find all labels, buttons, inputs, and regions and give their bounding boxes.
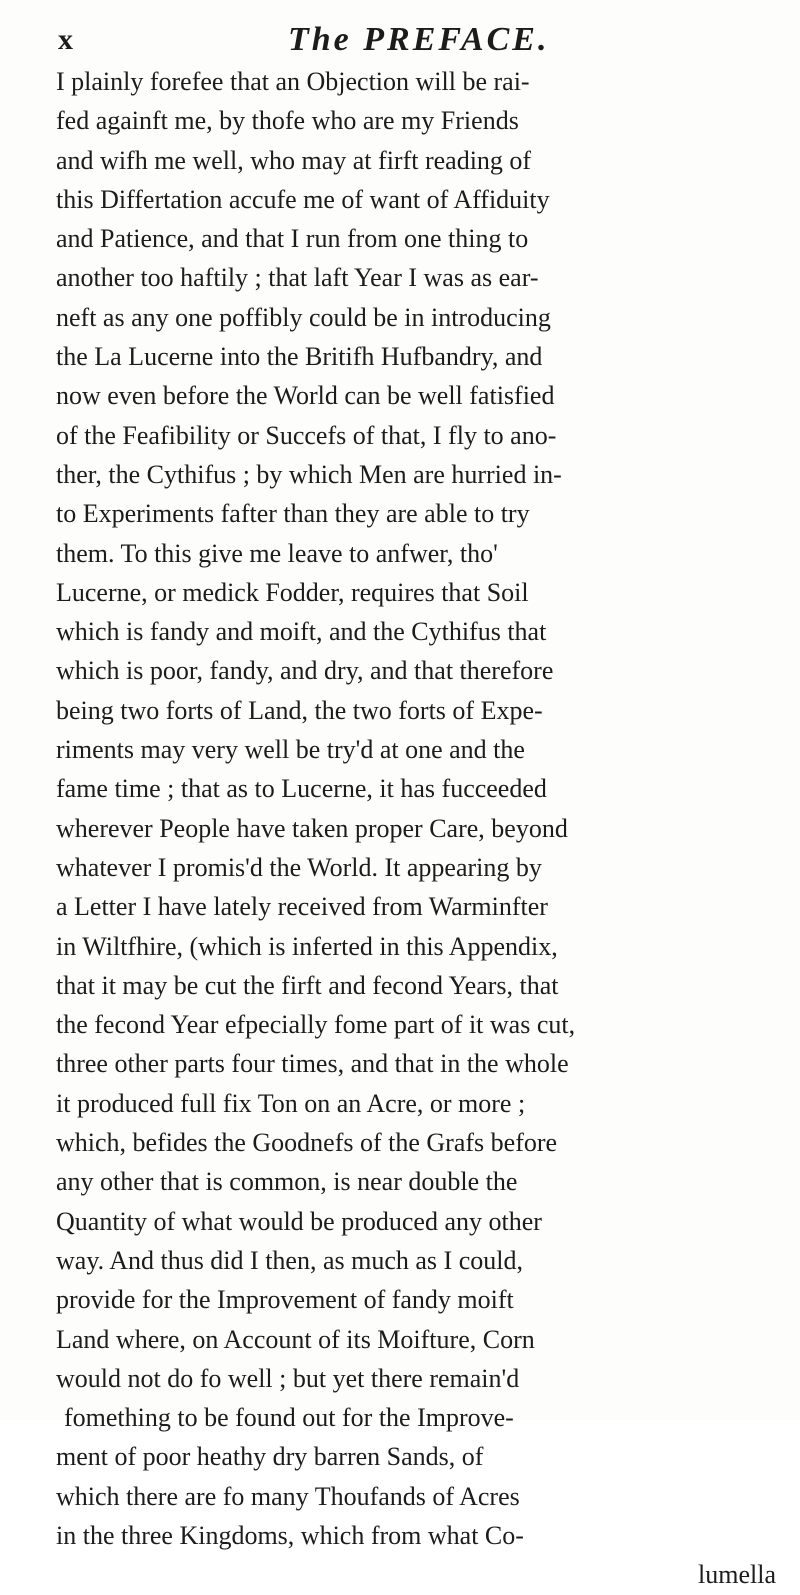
text-line: fomething to be found out for the Improve-	[64, 1403, 514, 1433]
text-line: the fecond Year efpecially fome part of it was cut,	[56, 1010, 576, 1040]
text-line: that it may be cut the firft and fecond Years, that	[56, 970, 559, 1000]
text-line: ment of poor heathy dry barren Sands, of	[56, 1442, 484, 1472]
text-line: Lucerne, or medick Fodder, requires that Soil	[56, 577, 529, 607]
text-line: Quantity of what would be produced any other	[56, 1206, 542, 1236]
text-line: provide for the Improvement of fandy moift	[56, 1285, 514, 1315]
text-line: wherever People have taken proper Care, beyond	[56, 813, 568, 843]
text-line: ther, the Cythifus ; by which Men are hurried in-	[56, 459, 562, 489]
body-text	[56, 62, 776, 1595]
text-line: which, befides the Goodnefs of the Grafs before	[56, 1128, 558, 1158]
text-line: I plainly forefee that an Objection will be rai-	[56, 67, 530, 96]
text-line: a Letter I have lately received from Warminfter	[56, 892, 548, 922]
text-line: it produced full fix Ton on an Acre, or more ;	[56, 1088, 526, 1118]
text-line: the La Lucerne into the Britifh Hufbandry, and	[56, 342, 543, 372]
text-line: and Patience, and that I run from one thing to	[56, 224, 529, 254]
text-line: whatever I promis'd the World. It appearing by	[56, 852, 542, 882]
page-header	[58, 20, 768, 60]
text-line: this Differtation accufe me of want of Affiduity	[56, 184, 550, 214]
text-line: in the three Kingdoms, which from what Co-	[56, 1520, 524, 1550]
text-line: in Wiltfhire, (which is inferted in this Appendix,	[56, 931, 558, 961]
text-line: which is poor, fandy, and dry, and that therefore	[56, 656, 554, 686]
text-line: would not do fo well ; but yet there remain'd	[56, 1363, 520, 1393]
catchword: lumella	[698, 1560, 776, 1590]
running-title: The PREFACE.	[288, 21, 550, 58]
text-line: to Experiments fafter than they are able to try	[56, 499, 530, 529]
text-line: of the Feafibility or Succefs of that, I fly to ano-	[56, 420, 557, 450]
text-line: another too haftily ; that laft Year I was as ear-	[56, 263, 539, 293]
text-line: three other parts four times, and that in the whole	[56, 1049, 569, 1079]
text-line: Land where, on Account of its Moifture, Corn	[56, 1324, 535, 1354]
page-number: x	[58, 23, 73, 56]
text-line: which there are fo many Thoufands of Acres	[56, 1481, 520, 1511]
text-line: riments may very well be try'd at one and the	[56, 735, 525, 765]
text-line: now even before the World can be well fatisfied	[56, 381, 555, 411]
text-line: fed againft me, by thofe who are my Friends	[56, 106, 519, 136]
text-line: and wifh me well, who may at firft reading of	[56, 145, 532, 175]
text-line: them. To this give me leave to anfwer, tho'	[56, 538, 498, 568]
text-line: which is fandy and moift, and the Cythifus that	[56, 617, 547, 647]
text-line: any other that is common, is near double the	[56, 1167, 518, 1197]
text-line: being two forts of Land, the two forts of Expe-	[56, 695, 543, 725]
text-line: fame time ; that as to Lucerne, it has fucceeded	[56, 774, 547, 804]
text-line: neft as any one poffibly could be in introducing	[56, 302, 551, 332]
text-line: way. And thus did I then, as much as I could,	[56, 1245, 523, 1275]
